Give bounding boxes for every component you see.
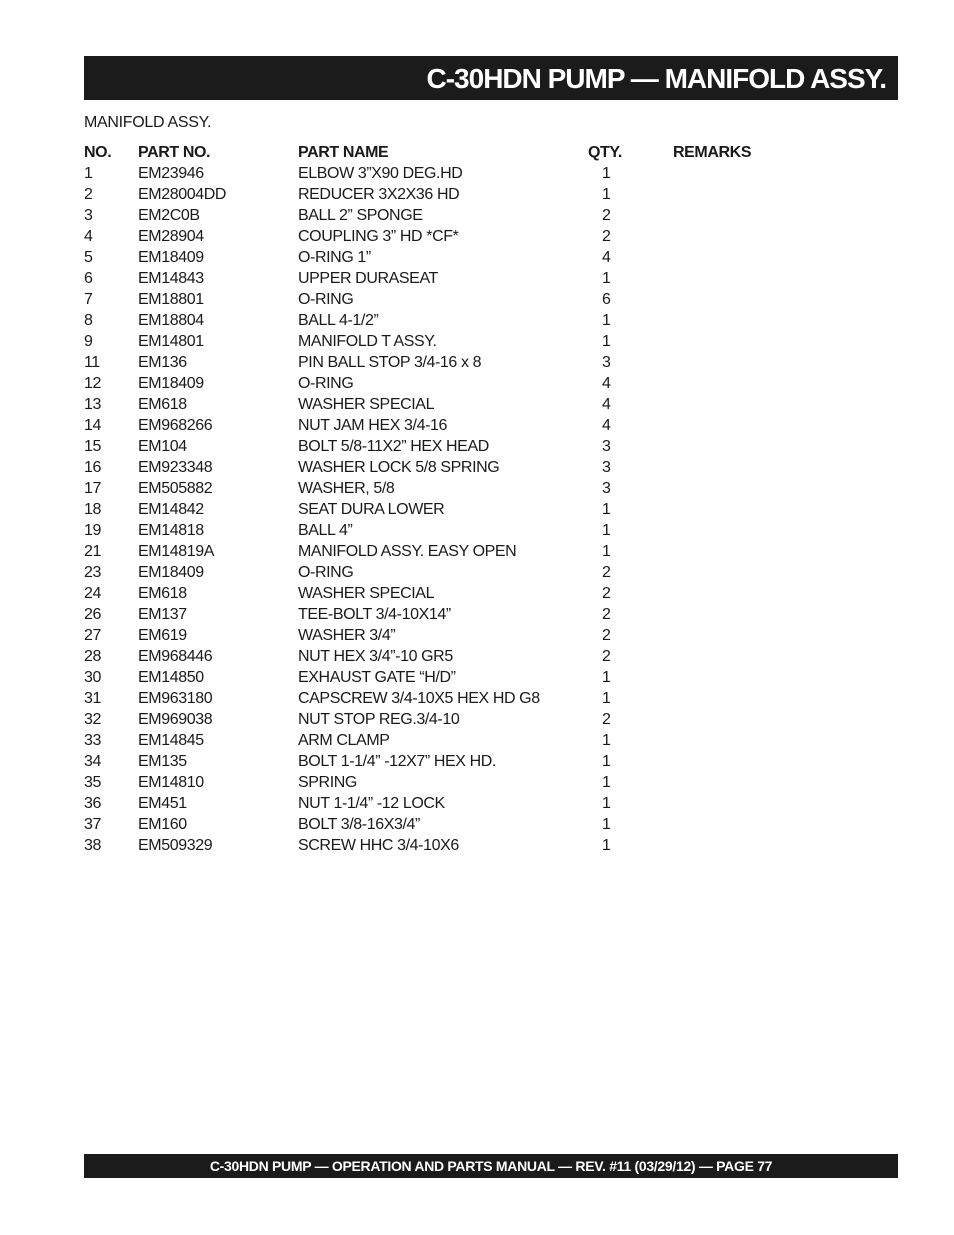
- cell-qty: 1: [602, 501, 611, 518]
- cell-part-no: EM18804: [138, 312, 204, 329]
- table-row: [84, 814, 804, 835]
- cell-part-name: SCREW HHC 3/4-10X6: [298, 837, 459, 854]
- cell-part-name: WASHER 3/4”: [298, 627, 396, 644]
- cell-part-name: SEAT DURA LOWER: [298, 501, 445, 518]
- table-row: [84, 394, 804, 415]
- cell-part-no: EM2C0B: [138, 207, 200, 224]
- cell-qty: 2: [602, 585, 611, 602]
- cell-no: 36: [84, 795, 101, 812]
- cell-part-no: EM968266: [138, 417, 213, 434]
- cell-part-name: REDUCER 3X2X36 HD: [298, 186, 460, 203]
- cell-qty: 1: [602, 837, 611, 854]
- cell-part-no: EM923348: [138, 459, 213, 476]
- table-row: [84, 268, 804, 289]
- cell-part-no: EM14810: [138, 774, 204, 791]
- cell-part-no: EM509329: [138, 837, 213, 854]
- cell-part-no: EM14843: [138, 270, 204, 287]
- page-title: C-30HDN PUMP — MANIFOLD ASSY.: [426, 63, 886, 94]
- cell-part-no: EM18409: [138, 564, 204, 581]
- column-header-part-no: PART NO.: [138, 144, 211, 161]
- table-row: [84, 310, 804, 331]
- cell-part-name: UPPER DURASEAT: [298, 270, 438, 287]
- cell-qty: 1: [602, 186, 611, 203]
- cell-part-name: ARM CLAMP: [298, 732, 390, 749]
- cell-part-name: SPRING: [298, 774, 357, 791]
- cell-part-name: WASHER SPECIAL: [298, 585, 435, 602]
- cell-no: 15: [84, 438, 101, 455]
- cell-qty: 2: [602, 564, 611, 581]
- cell-part-name: MANIFOLD T ASSY.: [298, 333, 437, 350]
- table-row: [84, 709, 804, 730]
- cell-no: 19: [84, 522, 101, 539]
- page-title-bar: [84, 56, 898, 100]
- parts-table: [84, 143, 804, 856]
- cell-no: 12: [84, 375, 101, 392]
- table-row: [84, 688, 804, 709]
- table-header-row: [84, 143, 804, 163]
- cell-qty: 2: [602, 606, 611, 623]
- table-row: [84, 835, 804, 856]
- cell-qty: 1: [602, 165, 611, 182]
- table-row: [84, 415, 804, 436]
- cell-part-name: NUT STOP REG.3/4-10: [298, 711, 460, 728]
- cell-part-no: EM18409: [138, 375, 204, 392]
- table-row: [84, 562, 804, 583]
- cell-part-no: EM618: [138, 396, 187, 413]
- cell-part-no: EM23946: [138, 165, 204, 182]
- cell-qty: 1: [602, 690, 611, 707]
- cell-part-name: WASHER SPECIAL: [298, 396, 435, 413]
- table-row: [84, 520, 804, 541]
- cell-no: 30: [84, 669, 101, 686]
- cell-no: 38: [84, 837, 101, 854]
- cell-part-name: BOLT 5/8-11X2” HEX HEAD: [298, 438, 489, 455]
- cell-qty: 2: [602, 207, 611, 224]
- table-row: [84, 730, 804, 751]
- table-row: [84, 772, 804, 793]
- table-row: [84, 436, 804, 457]
- cell-no: 17: [84, 480, 101, 497]
- cell-part-name: NUT HEX 3/4”-10 GR5: [298, 648, 453, 665]
- cell-qty: 3: [602, 459, 611, 476]
- cell-part-no: EM14850: [138, 669, 204, 686]
- cell-part-name: ELBOW 3”X90 DEG.HD: [298, 165, 463, 182]
- cell-qty: 4: [602, 417, 611, 434]
- cell-part-no: EM451: [138, 795, 187, 812]
- cell-qty: 3: [602, 354, 611, 371]
- cell-part-name: EXHAUST GATE “H/D”: [298, 669, 456, 686]
- cell-part-name: BALL 2” SPONGE: [298, 207, 423, 224]
- cell-part-no: EM28004DD: [138, 186, 227, 203]
- cell-part-name: NUT JAM HEX 3/4-16: [298, 417, 447, 434]
- table-row: [84, 751, 804, 772]
- table-row: [84, 184, 804, 205]
- table-row: [84, 163, 804, 184]
- cell-part-name: MANIFOLD ASSY. EASY OPEN: [298, 543, 517, 560]
- cell-qty: 4: [602, 375, 611, 392]
- table-row: [84, 583, 804, 604]
- section-label: MANIFOLD ASSY.: [84, 114, 212, 131]
- column-header-remarks: REMARKS: [673, 144, 752, 161]
- cell-no: 16: [84, 459, 101, 476]
- cell-no: 7: [84, 291, 93, 308]
- cell-qty: 2: [602, 648, 611, 665]
- footer-bar: [84, 1154, 898, 1178]
- cell-no: 24: [84, 585, 101, 602]
- cell-qty: 1: [602, 753, 611, 770]
- cell-no: 35: [84, 774, 101, 791]
- cell-no: 13: [84, 396, 101, 413]
- table-row: [84, 646, 804, 667]
- cell-no: 8: [84, 312, 93, 329]
- table-body: [84, 163, 804, 856]
- cell-no: 34: [84, 753, 101, 770]
- cell-part-no: EM969038: [138, 711, 213, 728]
- cell-no: 23: [84, 564, 101, 581]
- footer-text: C-30HDN PUMP — OPERATION AND PARTS MANUAL — REV. #11 (03/29/12) — PAGE 77: [209, 1158, 773, 1174]
- cell-qty: 1: [602, 816, 611, 833]
- cell-qty: 4: [602, 249, 611, 266]
- cell-part-name: BALL 4”: [298, 522, 353, 539]
- cell-no: 27: [84, 627, 101, 644]
- cell-qty: 1: [602, 669, 611, 686]
- table-row: [84, 457, 804, 478]
- column-header-part-name: PART NAME: [298, 144, 389, 161]
- cell-no: 1: [84, 165, 93, 182]
- cell-no: 14: [84, 417, 101, 434]
- column-header-no: NO.: [84, 144, 112, 161]
- table-row: [84, 604, 804, 625]
- table-row: [84, 478, 804, 499]
- cell-part-no: EM14801: [138, 333, 204, 350]
- cell-qty: 2: [602, 228, 611, 245]
- cell-no: 3: [84, 207, 93, 224]
- cell-part-no: EM136: [138, 354, 187, 371]
- cell-part-no: EM14818: [138, 522, 204, 539]
- cell-part-name: CAPSCREW 3/4-10X5 HEX HD G8: [298, 690, 540, 707]
- cell-part-no: EM14845: [138, 732, 204, 749]
- cell-part-name: O-RING: [298, 291, 354, 308]
- cell-qty: 1: [602, 333, 611, 350]
- cell-qty: 3: [602, 438, 611, 455]
- cell-no: 26: [84, 606, 101, 623]
- table-row: [84, 289, 804, 310]
- cell-part-no: EM505882: [138, 480, 213, 497]
- cell-qty: 1: [602, 312, 611, 329]
- cell-part-name: BALL 4-1/2”: [298, 312, 379, 329]
- cell-part-name: WASHER LOCK 5/8 SPRING: [298, 459, 500, 476]
- cell-qty: 2: [602, 627, 611, 644]
- cell-part-no: EM963180: [138, 690, 213, 707]
- cell-part-name: O-RING 1”: [298, 249, 371, 266]
- cell-part-name: WASHER, 5/8: [298, 480, 395, 497]
- table-row: [84, 247, 804, 268]
- table-row: [84, 667, 804, 688]
- cell-part-no: EM18801: [138, 291, 204, 308]
- cell-part-no: EM968446: [138, 648, 213, 665]
- cell-qty: 3: [602, 480, 611, 497]
- table-row: [84, 205, 804, 226]
- cell-no: 32: [84, 711, 101, 728]
- cell-part-name: PIN BALL STOP 3/4-16 x 8: [298, 354, 482, 371]
- cell-no: 5: [84, 249, 93, 266]
- cell-qty: 2: [602, 711, 611, 728]
- cell-part-no: EM619: [138, 627, 187, 644]
- cell-qty: 1: [602, 543, 611, 560]
- cell-part-no: EM160: [138, 816, 187, 833]
- cell-no: 4: [84, 228, 93, 245]
- cell-part-no: EM28904: [138, 228, 204, 245]
- cell-part-no: EM14842: [138, 501, 204, 518]
- table-row: [84, 541, 804, 562]
- table-row: [84, 352, 804, 373]
- cell-no: 33: [84, 732, 101, 749]
- cell-part-name: TEE-BOLT 3/4-10X14”: [298, 606, 451, 623]
- cell-part-name: O-RING: [298, 564, 354, 581]
- cell-no: 21: [84, 543, 101, 560]
- cell-part-no: EM135: [138, 753, 187, 770]
- cell-part-name: O-RING: [298, 375, 354, 392]
- cell-qty: 1: [602, 795, 611, 812]
- cell-no: 31: [84, 690, 101, 707]
- cell-qty: 1: [602, 774, 611, 791]
- cell-no: 2: [84, 186, 93, 203]
- cell-part-name: BOLT 3/8-16X3/4”: [298, 816, 420, 833]
- cell-no: 6: [84, 270, 93, 287]
- cell-qty: 1: [602, 522, 611, 539]
- table-row: [84, 499, 804, 520]
- cell-no: 37: [84, 816, 101, 833]
- cell-part-name: COUPLING 3” HD *CF*: [298, 228, 459, 245]
- cell-part-name: BOLT 1-1/4” -12X7” HEX HD.: [298, 753, 496, 770]
- cell-qty: 6: [602, 291, 611, 308]
- table-row: [84, 373, 804, 394]
- cell-no: 9: [84, 333, 93, 350]
- cell-part-no: EM618: [138, 585, 187, 602]
- table-row: [84, 793, 804, 814]
- cell-part-no: EM18409: [138, 249, 204, 266]
- cell-no: 11: [84, 354, 100, 371]
- cell-part-no: EM14819A: [138, 543, 214, 560]
- cell-part-name: NUT 1-1/4” -12 LOCK: [298, 795, 445, 812]
- table-row: [84, 331, 804, 352]
- table-row: [84, 625, 804, 646]
- cell-no: 28: [84, 648, 101, 665]
- cell-qty: 4: [602, 396, 611, 413]
- cell-no: 18: [84, 501, 101, 518]
- column-header-qty: QTY.: [588, 144, 622, 161]
- cell-qty: 1: [602, 270, 611, 287]
- table-row: [84, 226, 804, 247]
- cell-qty: 1: [602, 732, 611, 749]
- cell-part-no: EM104: [138, 438, 187, 455]
- cell-part-no: EM137: [138, 606, 187, 623]
